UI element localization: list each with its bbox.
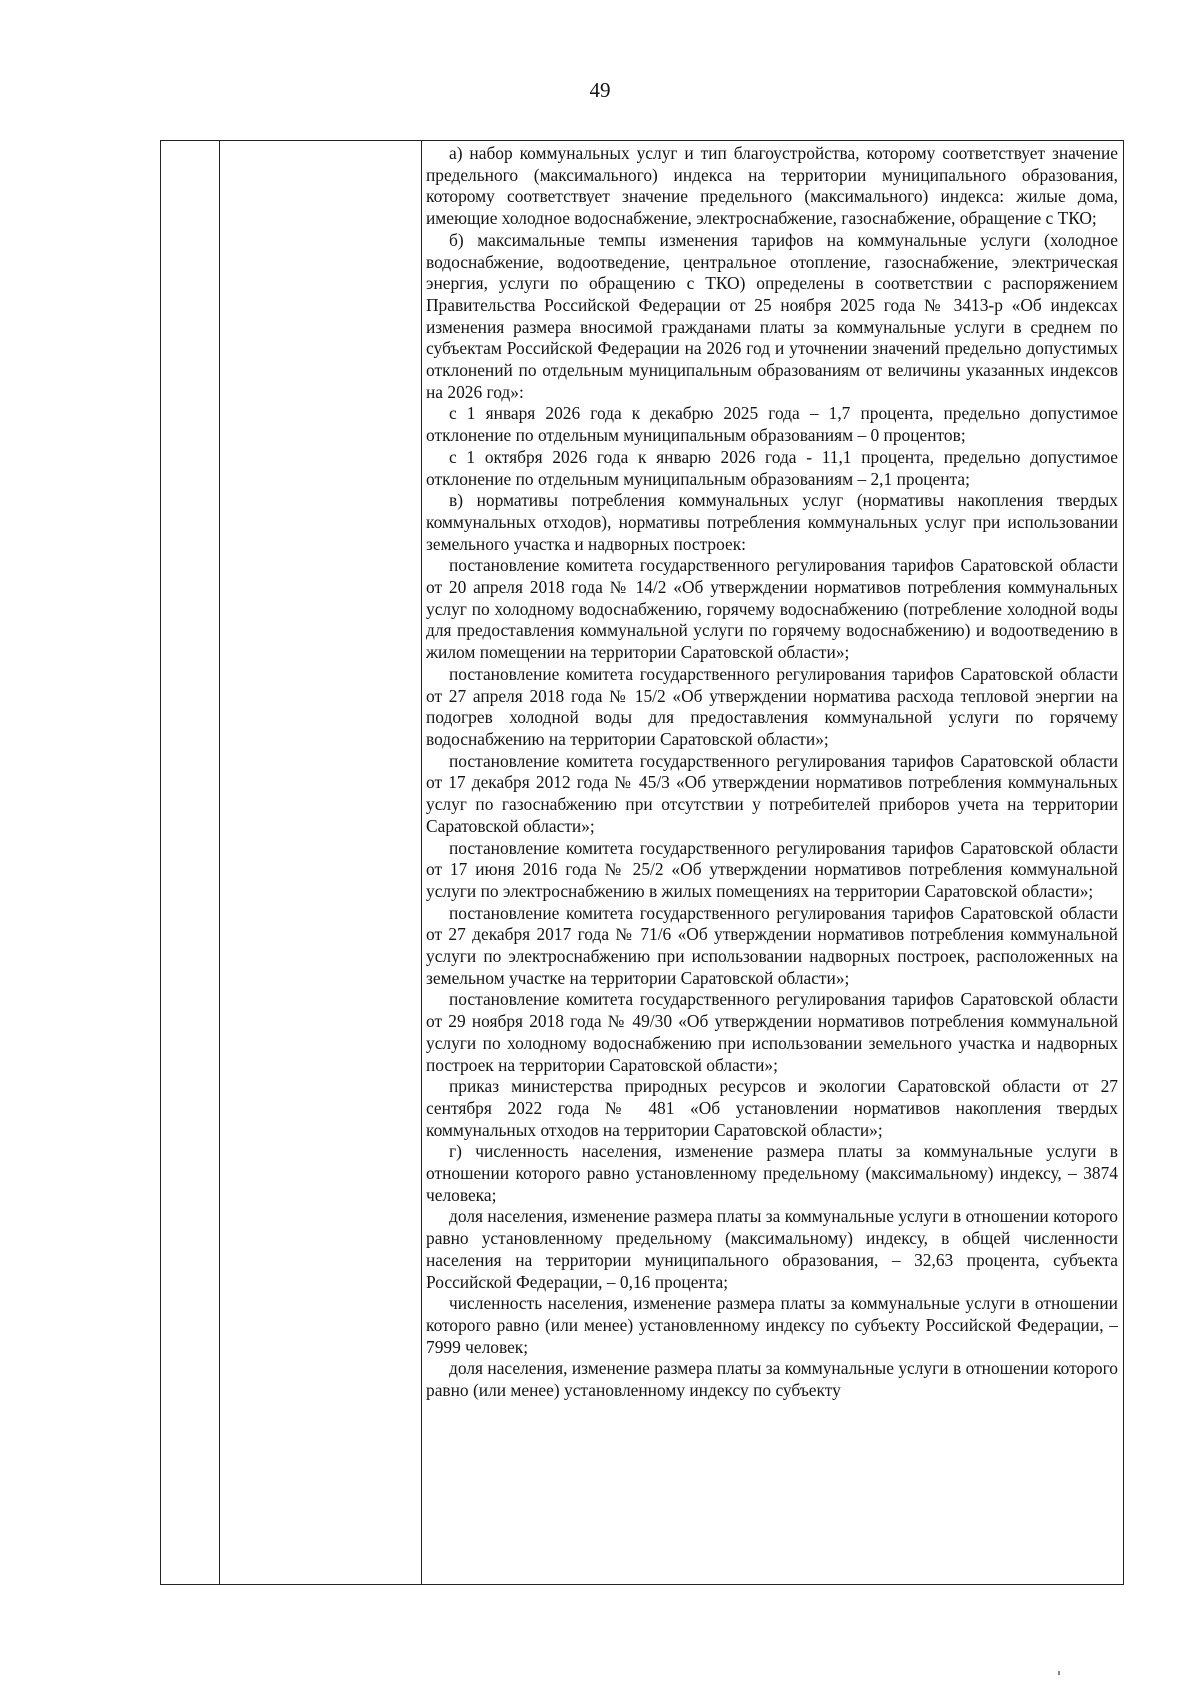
table-cell-content	[426, 143, 1118, 1584]
paragraph: с 1 октября 2026 года к январю 2026 года - 11,1 процента, предельно допустимое отклонение по отдельным муниципальным образованиям – 2,1 процента;	[426, 446, 1118, 489]
paragraph: постановление комитета государственного регулирования тарифов Саратовской области от 20 апреля 2018 года № 14/2 «Об утверждении нормативов потребления коммунальных услуг по холодному водоснабжению, горячему водоснабжению (потребление холодной воды для предоставления коммунальной услуги по горячему водоснабжению) и водоотведению в жилом помещении на территории Саратовской области»;	[426, 555, 1118, 663]
paragraph: доля населения, изменение размера платы за коммунальные услуги в отношении которого равно (или менее) установленному индексу по субъекту	[426, 1358, 1118, 1401]
paragraph: постановление комитета государственного регулирования тарифов Саратовской области от 17 декабря 2012 года № 45/3 «Об утверждении нормативов потребления коммунальных услуг по газоснабжению при отсутствии у потребителей приборов учета на территории Саратовской области»;	[426, 750, 1118, 836]
paragraph: постановление комитета государственного регулирования тарифов Саратовской области от 27 апреля 2018 года № 15/2 «Об утверждении норматива расхода тепловой энергии на подогрев холодной воды для предоставления коммунальной услуги по горячему водоснабжению на территории Саратовской области»;	[426, 663, 1118, 749]
paragraph: постановление комитета государственного регулирования тарифов Саратовской области от 27 декабря 2017 года № 71/6 «Об утверждении нормативов потребления коммунальной услуги по электроснабжению при использовании надворных построек, расположенных на земельном участке на территории Саратовской области»;	[426, 902, 1118, 988]
paragraph: б) максимальные темпы изменения тарифов на коммунальные услуги (холодное водоснабжение, водоотведение, центральное отопление, газоснабжение, электрическая энергия, услуги по обращению с ТКО) определены в соответствии с распоряжением Правительства Российской Федерации от 25 ноября 2025 года № 3413-р «Об индексах изменения размера вносимой гражданами платы за коммунальные услуги в среднем по субъектам Российской Федерации на 2026 год и уточнении значений предельно допустимых отклонений по отдельным муниципальным образованиям от величины указанных индексов на 2026 год»:	[426, 229, 1118, 402]
paragraph: в) нормативы потребления коммунальных услуг (нормативы накопления твердых коммунальных отходов), нормативы потребления коммунальных услуг при использовании земельного участка и надворных построек:	[426, 490, 1118, 554]
table-column-divider	[219, 141, 220, 1584]
page-number: 49	[589, 78, 611, 102]
paragraph: с 1 января 2026 года к декабрю 2025 года – 1,7 процента, предельно допустимое отклонение по отдельным муниципальным образованиям – 0 процентов;	[426, 403, 1118, 446]
paragraph: численность населения, изменение размера платы за коммунальные услуги в отношении которого равно (или менее) установленному индексу по субъекту Российской Федерации, – 7999 человек;	[426, 1293, 1118, 1357]
paragraph: доля населения, изменение размера платы за коммунальные услуги в отношении которого равно установленному предельному (максимальному) индексу, в общей численности населения на территории муниципального образования, – 32,63 процента, субъекта Российской Федерации, – 0,16 процента;	[426, 1206, 1118, 1292]
table-column-divider	[421, 141, 422, 1584]
document-table	[160, 140, 1124, 1585]
paragraph: постановление комитета государственного регулирования тарифов Саратовской области от 29 ноября 2018 года № 49/30 «Об утверждении нормативов потребления коммунальной услуги по холодному водоснабжению при использовании земельного участка и надворных построек на территории Саратовской области»;	[426, 989, 1118, 1075]
paragraph: г) численность населения, изменение размера платы за коммунальные услуги в отношении которого равно установленному предельному (максимальному) индексу, – 3874 человека;	[426, 1141, 1118, 1205]
scan-artifact	[1058, 1671, 1060, 1675]
paragraph: постановление комитета государственного регулирования тарифов Саратовской области от 17 июня 2016 года № 25/2 «Об утверждении нормативов потребления коммунальной услуги по электроснабжению в жилых помещениях на территории Саратовской области»;	[426, 837, 1118, 901]
paragraph: приказ министерства природных ресурсов и экологии Саратовской области от 27 сентября 2022 года № 481 «Об установлении нормативов накопления твердых коммунальных отходов на территории Саратовской области»;	[426, 1076, 1118, 1140]
paragraph: а) набор коммунальных услуг и тип благоустройства, которому соответствует значение предельного (максимального) индекса на территории муниципального образования, которому соответствует значение предельного (максимального) индекса: жилые дома, имеющие холодное водоснабжение, электроснабжение, газоснабжение, обращение с ТКО;	[426, 143, 1118, 229]
